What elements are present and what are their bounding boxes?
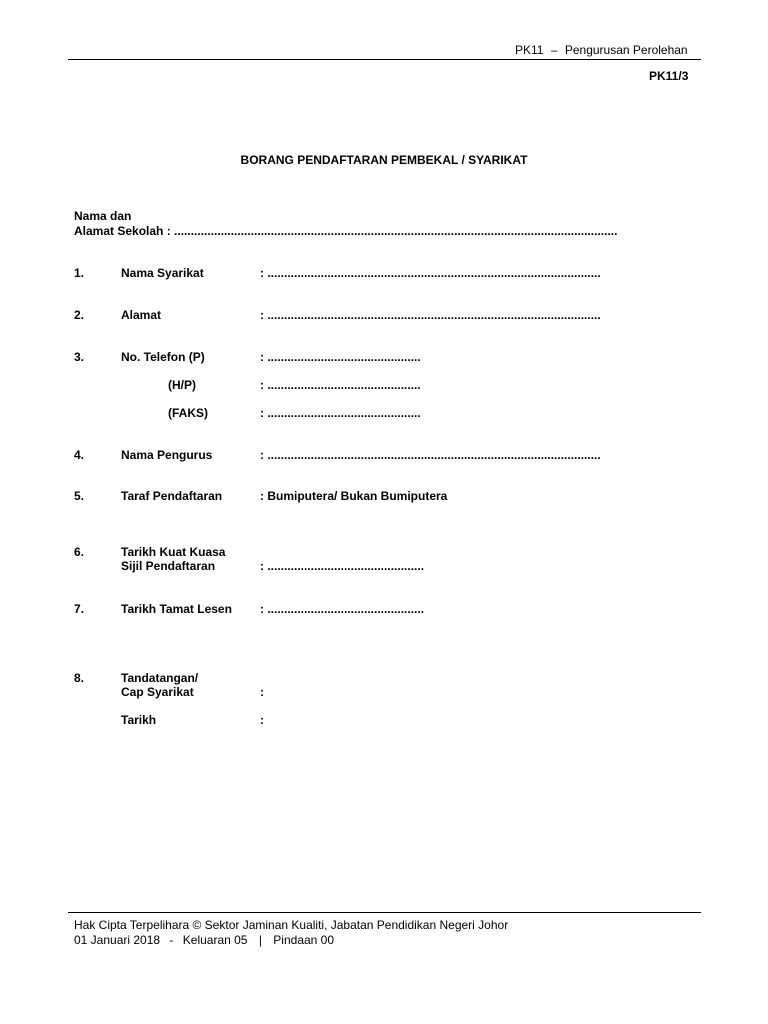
item-number: 8. bbox=[74, 671, 85, 685]
footer-sep: | bbox=[258, 933, 262, 947]
item-label: Tandatangan/ bbox=[121, 671, 199, 685]
item-number: 4. bbox=[74, 448, 85, 462]
header-doc-ref-line bbox=[515, 43, 688, 57]
item-field: : .............................................. bbox=[260, 406, 421, 420]
footer-amendment: Pindaan 00 bbox=[273, 933, 335, 947]
school-label-line2: Alamat Sekolah : ..................................................................................................................................... bbox=[74, 224, 618, 238]
item-number: 5. bbox=[74, 489, 85, 503]
header-rule bbox=[68, 59, 701, 60]
item-label: Tarikh bbox=[121, 713, 157, 727]
item-label-sub: (H/P) bbox=[168, 378, 196, 392]
item-number: 3. bbox=[74, 350, 85, 364]
footer-sep: - bbox=[169, 933, 174, 947]
item-number: 2. bbox=[74, 308, 85, 322]
item-number: 1. bbox=[74, 266, 85, 280]
item-label: Tarikh Tamat Lesen bbox=[121, 602, 232, 616]
school-label-line1: Nama dan bbox=[74, 209, 132, 223]
item-field: : .............................................. bbox=[260, 378, 421, 392]
item-label-sub: (FAKS) bbox=[168, 406, 208, 420]
footer-rule bbox=[68, 912, 701, 913]
item-field: : bbox=[260, 685, 264, 699]
item-field: : bbox=[260, 713, 264, 727]
item-label-line2: Sijil Pendaftaran bbox=[121, 559, 216, 573]
item-field: : ............................................... bbox=[260, 602, 425, 616]
item-label: Taraf Pendaftaran bbox=[121, 489, 223, 503]
item-label: Nama Syarikat bbox=[121, 266, 204, 280]
item-label-line2: Cap Syarikat bbox=[121, 685, 194, 699]
header-doc-title: Pengurusan Perolehan bbox=[564, 43, 688, 57]
item-field: : .................................................................................................... bbox=[260, 308, 601, 322]
item-field: : .............................................. bbox=[260, 350, 421, 364]
footer-release: Keluaran 05 bbox=[182, 933, 248, 947]
header-doc-ref: PK11 bbox=[515, 43, 544, 57]
item-field: : .................................................................................................... bbox=[260, 266, 601, 280]
footer-copyright: Hak Cipta Terpelihara © Sektor Jaminan Kualiti, Jabatan Pendidikan Negeri Johor bbox=[74, 918, 509, 932]
item-field: : Bumiputera/ Bukan Bumiputera bbox=[260, 489, 448, 503]
item-field: : .................................................................................................... bbox=[260, 448, 601, 462]
header-dash: – bbox=[550, 43, 558, 57]
item-label: No. Telefon (P) bbox=[121, 350, 205, 364]
item-label: Alamat bbox=[121, 308, 162, 322]
item-label: Nama Pengurus bbox=[121, 448, 213, 462]
footer-version-line bbox=[74, 933, 334, 947]
footer-date: 01 Januari 2018 bbox=[74, 933, 161, 947]
form-title: BORANG PENDAFTARAN PEMBEKAL / SYARIKAT bbox=[240, 153, 528, 167]
form-code: PK11/3 bbox=[649, 69, 689, 83]
item-number: 6. bbox=[74, 545, 85, 559]
item-label: Tarikh Kuat Kuasa bbox=[121, 545, 226, 559]
item-field: : ............................................... bbox=[260, 559, 425, 573]
item-number: 7. bbox=[74, 602, 85, 616]
